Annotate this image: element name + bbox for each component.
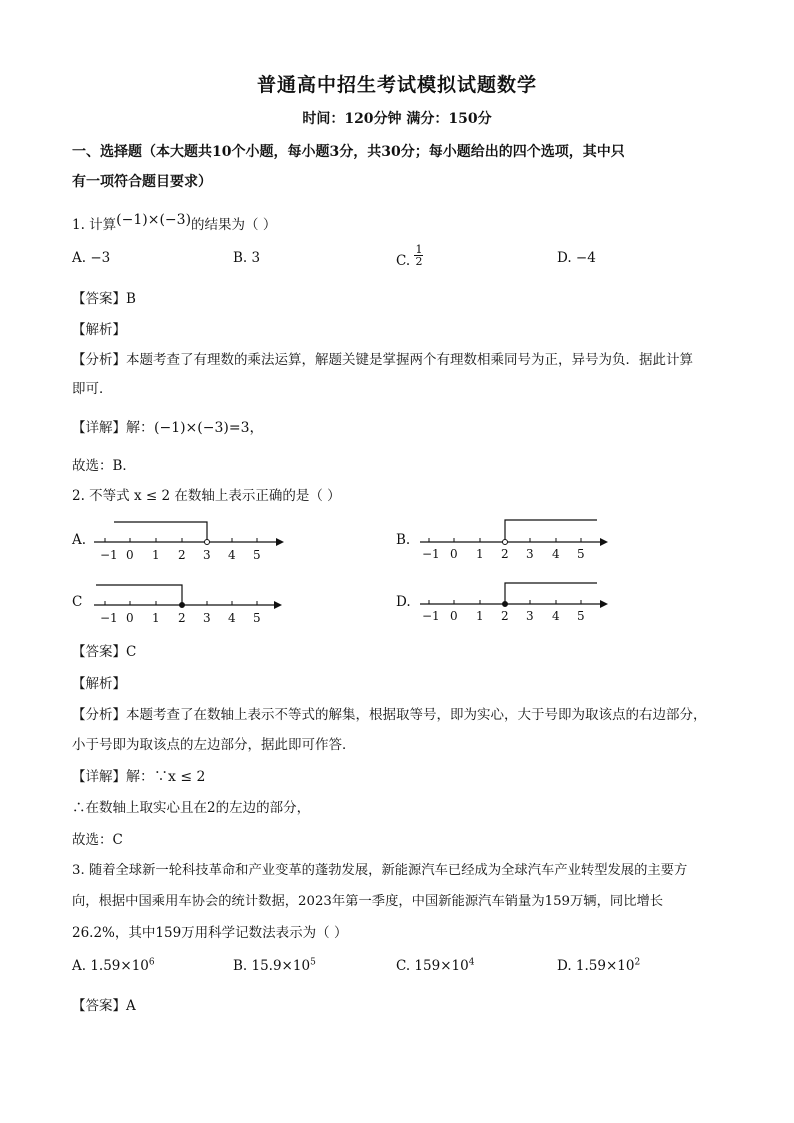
option-exponent: 5 bbox=[310, 957, 316, 968]
tick-label: 1 bbox=[152, 611, 160, 625]
tick-label: 0 bbox=[126, 548, 134, 562]
exam-info: 时间：120分钟 满分：150分 bbox=[302, 111, 492, 127]
option-base: D. 1.59×10 bbox=[557, 958, 635, 974]
tick-label: 2 bbox=[501, 609, 509, 623]
tick-label: 4 bbox=[228, 548, 236, 562]
hollow-point bbox=[503, 540, 508, 545]
q3-option-a bbox=[72, 958, 155, 974]
q1-prefix: 1. 计算 bbox=[72, 217, 117, 233]
q2-fenxi-line2: 小于号即为取该点的左边部分，据此即可作答． bbox=[72, 737, 356, 753]
tick-label: 3 bbox=[203, 611, 211, 625]
q1-answer bbox=[72, 287, 136, 307]
tick-label: 1 bbox=[476, 547, 484, 561]
number-line-option-b bbox=[416, 512, 616, 562]
q1-suffix: 的结果为（ ） bbox=[191, 217, 277, 233]
tick-label: 3 bbox=[203, 548, 211, 562]
fraction-denominator: 2 bbox=[415, 255, 423, 268]
q1-analysis-tag: 【解析】 bbox=[72, 322, 126, 338]
tick-label: −1 bbox=[100, 548, 118, 562]
tick-label: 1 bbox=[152, 548, 160, 562]
q2-analysis-tag: 【解析】 bbox=[72, 676, 126, 692]
tick-label: −1 bbox=[422, 547, 440, 561]
option-exponent: 2 bbox=[634, 957, 641, 968]
q3-option-c bbox=[396, 958, 474, 974]
q1-option-c bbox=[396, 244, 423, 267]
fraction-numerator: 1 bbox=[415, 243, 423, 256]
tick-label: 0 bbox=[450, 609, 458, 623]
q3-stem-line3: 26.2%，其中159万用科学记数法表示为（ ） bbox=[72, 925, 348, 941]
q2-therefore: ∴在数轴上取实心且在2的左边的部分， bbox=[72, 800, 311, 816]
q1-option-b: B. 3 bbox=[233, 250, 261, 266]
answer-value: B bbox=[126, 291, 136, 307]
q1-detail bbox=[72, 416, 264, 437]
fenxi-text: 本题考查了在数轴上表示不等式的解集，根据取等号，即为实心，大于号即为取该点的右边部分， bbox=[126, 707, 707, 723]
solid-point bbox=[180, 603, 185, 608]
solution-bracket bbox=[96, 585, 182, 605]
q3-option-b bbox=[233, 958, 316, 974]
q2-option-d-label: D. bbox=[396, 594, 411, 610]
number-line-option-c bbox=[90, 578, 290, 628]
tick-label: −1 bbox=[422, 609, 440, 623]
q3-stem-line1: 3. 随着全球新一轮科技革命和产业变革的蓬勃发展，新能源汽车已经成为全球汽车产业转型发展的主要方 bbox=[72, 863, 688, 878]
fenxi-tag: 【分析】 bbox=[72, 352, 126, 368]
answer-value: A bbox=[126, 998, 136, 1014]
tick-label: 4 bbox=[228, 611, 236, 625]
q2-fenxi-line1 bbox=[72, 703, 707, 723]
q1-option-c-label: C. bbox=[396, 253, 411, 269]
section-heading-line2: 有一项符合题目要求） bbox=[72, 174, 212, 190]
q1-option-d: D. −4 bbox=[557, 250, 596, 266]
q1-choose: 故选：B． bbox=[72, 458, 136, 474]
number-line-option-a bbox=[90, 515, 290, 565]
solution-bracket bbox=[505, 583, 597, 604]
answer-tag: 【答案】 bbox=[72, 998, 126, 1014]
solution-bracket bbox=[505, 520, 597, 542]
tick-label: 5 bbox=[253, 611, 261, 625]
option-base: C. 159×10 bbox=[396, 958, 469, 974]
q1-fenxi-line2: 即可． bbox=[72, 381, 113, 397]
answer-tag: 【答案】 bbox=[72, 644, 126, 660]
q2-detail bbox=[72, 765, 205, 786]
q2-choose: 故选：C bbox=[72, 832, 123, 848]
tick-label: 5 bbox=[577, 609, 585, 623]
q2-option-c-label: C bbox=[72, 594, 83, 610]
tick-label: 4 bbox=[552, 547, 560, 561]
fenxi-text: 本题考查了有理数的乘法运算，解题关键是掌握两个有理数相乘同号为正，异号为负．据此计算 bbox=[126, 352, 693, 368]
tick-label: 3 bbox=[526, 609, 534, 623]
tick-label: 5 bbox=[577, 547, 585, 561]
option-base: B. 15.9×10 bbox=[233, 958, 311, 974]
tick-label: 1 bbox=[476, 609, 484, 623]
tick-label: 4 bbox=[552, 609, 560, 623]
tick-label: 0 bbox=[126, 611, 134, 625]
q1-expression: (−1)×(−3) bbox=[116, 212, 192, 228]
solid-point bbox=[503, 602, 508, 607]
tick-label: 0 bbox=[450, 547, 458, 561]
q1-option-a: A. −3 bbox=[72, 250, 111, 266]
solution-bracket bbox=[114, 522, 207, 542]
q1-option-c-fraction bbox=[414, 244, 423, 267]
tick-label: 2 bbox=[178, 548, 186, 562]
hollow-point bbox=[205, 540, 210, 545]
tick-label: 3 bbox=[526, 547, 534, 561]
q2-answer bbox=[72, 640, 136, 660]
tick-label: 2 bbox=[178, 611, 186, 625]
option-exponent: 4 bbox=[468, 957, 475, 968]
answer-value: C bbox=[126, 644, 137, 660]
detail-tag: 【详解】 bbox=[72, 420, 126, 436]
q1-stem bbox=[72, 213, 276, 233]
number-line-option-d bbox=[416, 574, 616, 626]
tick-label: 5 bbox=[253, 548, 261, 562]
option-base: A. 1.59×10 bbox=[72, 958, 149, 974]
q3-option-d bbox=[557, 958, 640, 974]
q3-stem-line2: 向，根据中国乘用车协会的统计数据，2023年第一季度，中国新能源汽车销量为159万辆，同比增长 bbox=[72, 894, 664, 909]
detail-text: 解：(−1)×(−3)=3， bbox=[126, 420, 264, 436]
detail-tag: 【详解】 bbox=[72, 769, 126, 785]
tick-label: −1 bbox=[100, 611, 118, 625]
tick-label: 2 bbox=[501, 547, 509, 561]
page-title: 普通高中招生考试模拟试题数学 bbox=[256, 74, 537, 96]
answer-tag: 【答案】 bbox=[72, 291, 126, 307]
q2-stem: 2. 不等式 x ≤ 2 在数轴上表示正确的是（ ） bbox=[72, 488, 341, 504]
detail-text: 解：∵x ≤ 2 bbox=[126, 769, 206, 785]
q3-answer bbox=[72, 994, 136, 1014]
q2-option-a-label: A. bbox=[72, 532, 87, 548]
option-exponent: 6 bbox=[148, 957, 155, 968]
q1-fenxi-line1 bbox=[72, 348, 693, 368]
section-heading-line1: 一、选择题（本大题共10个小题，每小题3分，共30分；每小题给出的四个选项，其中只 bbox=[72, 144, 625, 160]
q2-option-b-label: B. bbox=[396, 532, 411, 548]
fenxi-tag: 【分析】 bbox=[72, 707, 126, 723]
